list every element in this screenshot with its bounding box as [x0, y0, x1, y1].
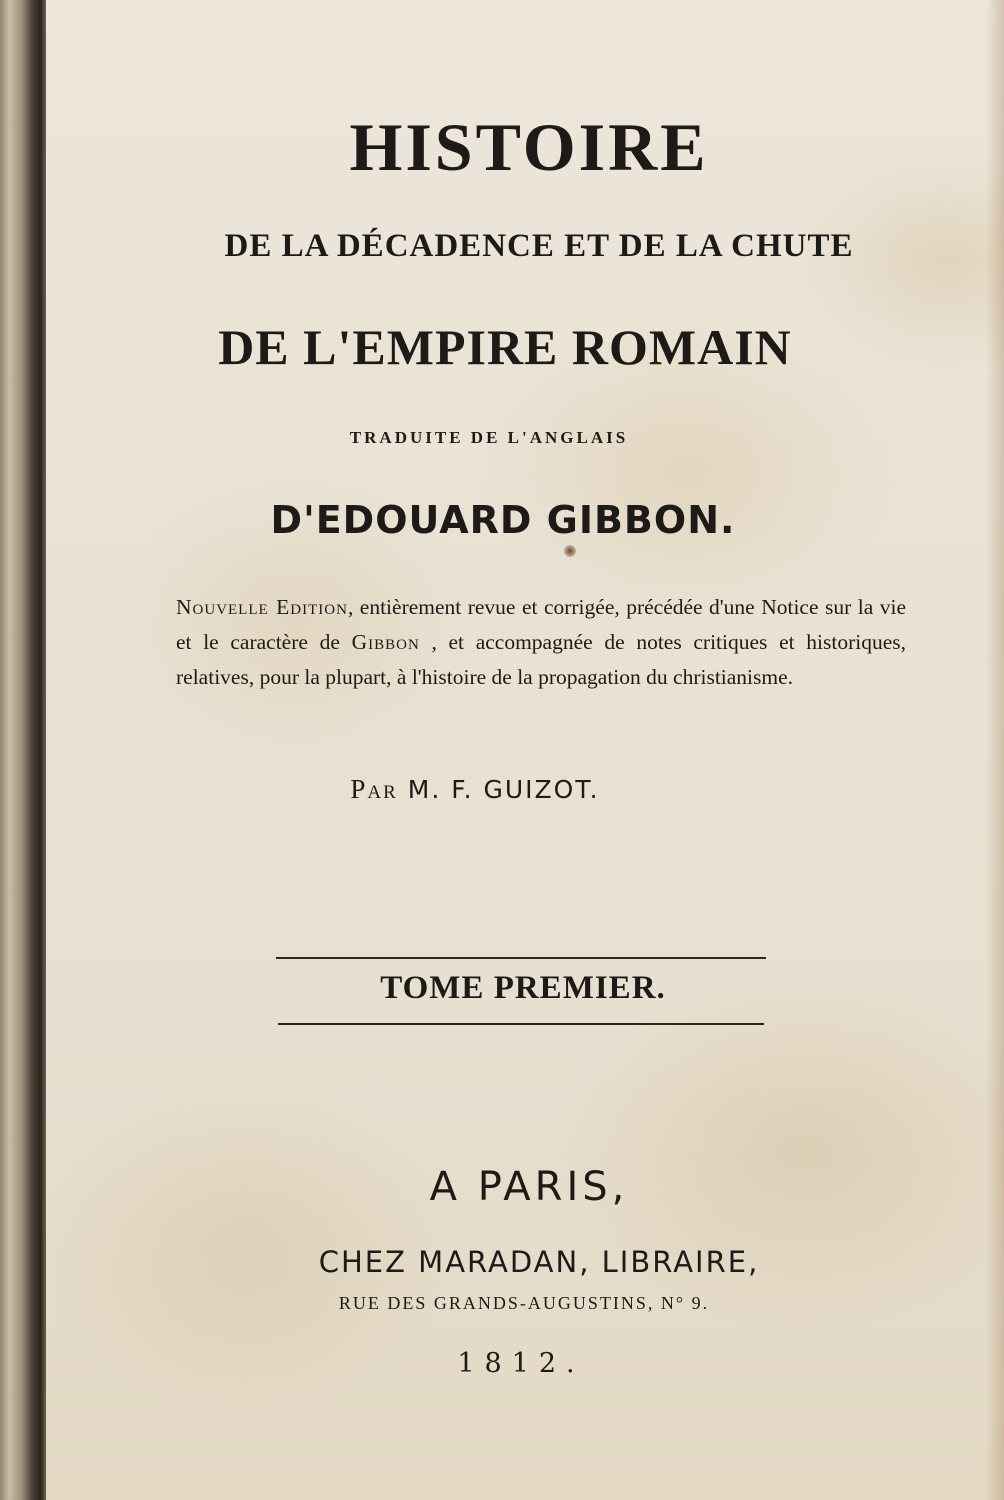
city: A PARIS, — [429, 1164, 629, 1210]
title-page — [46, 0, 1004, 1500]
publisher: CHEZ MARADAN, LIBRAIRE, — [318, 1245, 760, 1279]
edition-gibbon: Gibbon — [351, 630, 420, 654]
edition-note — [176, 590, 906, 695]
book-title: HISTOIRE — [349, 109, 709, 185]
publication-year: 1812. — [457, 1348, 585, 1379]
book-spine — [0, 0, 46, 1500]
subtitle-line-1: DE LA DÉCADENCE ET DE LA CHUTE — [224, 228, 854, 264]
publisher-address: RUE DES GRANDS-AUGUSTINS, N° 9. — [338, 1293, 710, 1313]
editor-prefix: Par — [350, 774, 398, 804]
divider-top — [276, 957, 766, 959]
edition-text-2: , et accompagnée de notes critiques et historiques, relatives, pour la plupart, à l'histoire de la propagation du christianisme. — [176, 630, 907, 689]
foxing-spot — [564, 545, 576, 557]
subtitle-line-2: DE L'EMPIRE ROMAIN — [218, 319, 792, 375]
author-name: D'EDOUARD GIBBON. — [270, 498, 736, 542]
volume-label: TOME PREMIER. — [380, 970, 666, 1006]
divider-bottom — [278, 1023, 764, 1025]
edition-lead: Nouvelle Edition — [176, 595, 348, 619]
editor-name: M. F. GUIZOT. — [407, 775, 600, 804]
edition-text-1: , entièrement revue et corrigée, précédée d'une Notice sur la vie et le caractère de — [176, 595, 906, 654]
editor-line — [0, 774, 954, 805]
translated-from: TRADUITE DE L'ANGLAIS — [349, 428, 629, 447]
